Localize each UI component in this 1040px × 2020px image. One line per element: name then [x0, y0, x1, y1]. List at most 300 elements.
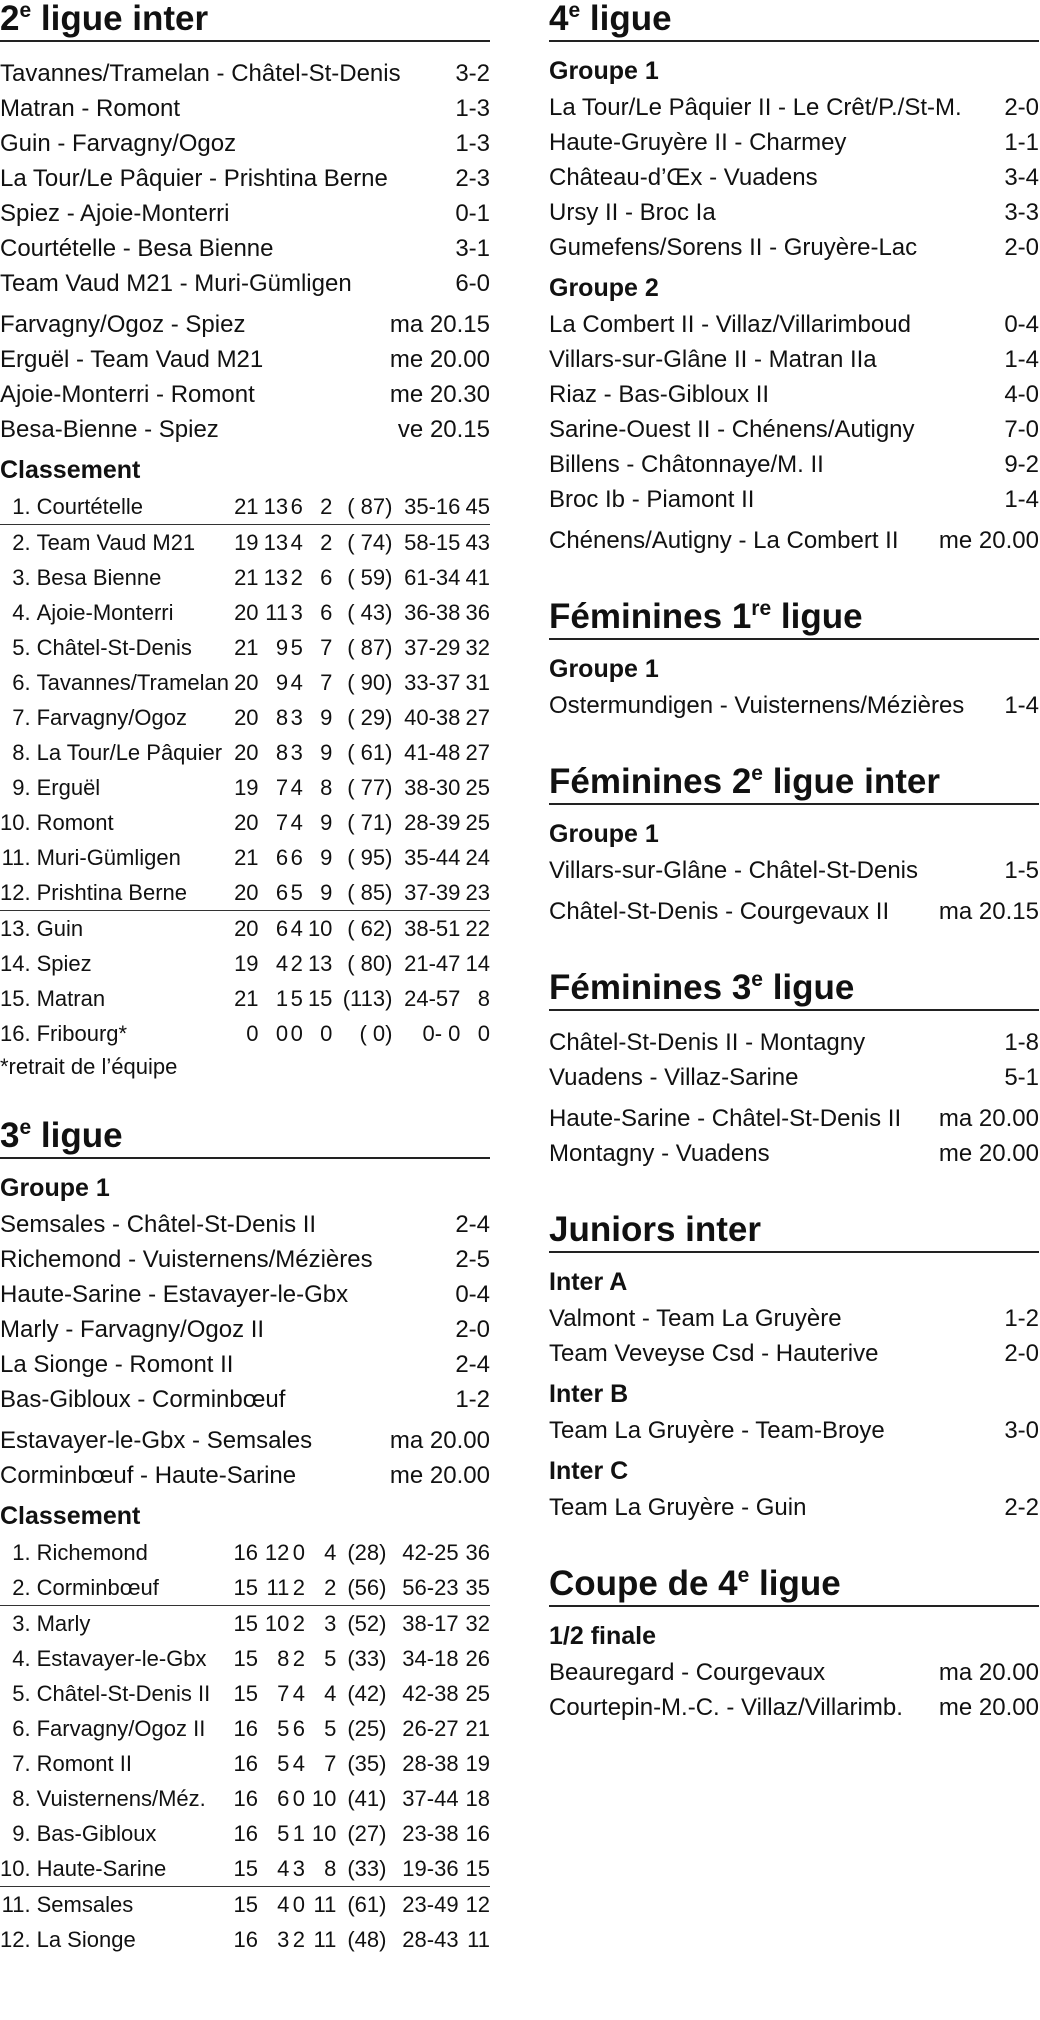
rank-position: 9. [12, 1821, 31, 1846]
penalty-points: (48) [347, 1927, 387, 1952]
rank-position: 13. [0, 916, 31, 941]
won: 7 [275, 775, 289, 800]
played: 0 [246, 1021, 259, 1046]
goal-difference: 37-29 [404, 635, 461, 660]
lost: 10 [307, 916, 333, 941]
played: 21 [234, 565, 259, 590]
points: 31 [465, 670, 490, 695]
match-score: 3-2 [455, 60, 490, 87]
penalty-points: ( 77) [347, 775, 393, 800]
points: 23 [460, 875, 490, 911]
lost: 7 [320, 670, 333, 695]
rank-position: 15. [0, 986, 31, 1011]
team-name: Courtételle [37, 489, 229, 525]
match-row [0, 126, 490, 161]
section-title-2e-ligue-inter: 2e ligue inter [0, 0, 490, 42]
drawn: 1 [292, 1821, 305, 1846]
match-teams: Semsales - Châtel-St-Denis II [0, 1211, 317, 1238]
lost: 7 [320, 635, 333, 660]
match-score: 3-0 [1004, 1417, 1039, 1444]
table-row [0, 911, 490, 947]
rank-position: 6. [12, 670, 31, 695]
won: 7 [275, 810, 289, 835]
match-teams: Haute-Gruyère II - Charmey [549, 129, 847, 156]
match-score: 3-3 [1004, 199, 1039, 226]
penalty-points: (35) [347, 1751, 387, 1776]
points: 11 [467, 1927, 490, 1952]
played: 20 [234, 916, 259, 941]
match-row [549, 1101, 1039, 1136]
points: 24 [465, 845, 490, 870]
match-teams: Corminbœuf - Haute-Sarine [0, 1462, 297, 1489]
won: 7 [277, 1681, 290, 1706]
results-list [549, 1301, 1039, 1371]
penalty-points: (33) [347, 1646, 387, 1671]
played: 16 [233, 1540, 258, 1565]
lost: 10 [311, 1821, 337, 1846]
penalty-points: ( 74) [347, 530, 393, 555]
rank-position: 8. [12, 1786, 31, 1811]
match-score: 6-0 [455, 270, 490, 297]
penalty-points: (61) [347, 1892, 387, 1917]
match-teams: Guin - Farvagny/Ogoz [0, 130, 237, 157]
match-teams: Billens - Châtonnaye/M. II [549, 451, 824, 478]
lost: 11 [313, 1892, 337, 1917]
match-teams: Estavayer-le-Gbx - Semsales [0, 1427, 313, 1454]
section-title-3e-ligue: 3e ligue [0, 1117, 490, 1159]
match-score: 1-4 [1004, 486, 1039, 513]
team-name: La Sionge [36, 1927, 136, 1952]
penalty-points: (113) [342, 986, 393, 1011]
upcoming-list [0, 1423, 490, 1493]
match-score: 9-2 [1004, 451, 1039, 478]
match-teams: Spiez - Ajoie-Monterri [0, 200, 230, 227]
match-teams: Ursy II - Broc Ia [549, 199, 716, 226]
won: 13 [263, 565, 289, 590]
match-row [549, 1655, 1039, 1690]
table-row [0, 489, 490, 525]
lost: 4 [324, 1681, 337, 1706]
points: 14 [465, 951, 490, 976]
match-teams: Broc Ib - Piamont II [549, 486, 755, 513]
table-row [0, 665, 490, 700]
played: 21 [234, 986, 259, 1011]
match-teams: Gumefens/Sorens II - Gruyère-Lac [549, 234, 918, 261]
table-row [0, 1606, 490, 1642]
won: 9 [275, 635, 289, 660]
team-name: Romont II [36, 1751, 132, 1776]
played: 20 [229, 875, 259, 911]
lost: 5 [324, 1716, 337, 1741]
points: 26 [465, 1646, 490, 1671]
lost: 9 [320, 845, 333, 870]
played: 20 [234, 600, 259, 625]
table-row [0, 630, 490, 665]
match-row [549, 1136, 1039, 1171]
table-row [0, 1641, 490, 1676]
drawn: 4 [292, 1681, 305, 1706]
match-score: ma 20.00 [389, 1427, 490, 1454]
match-teams: Team Veveyse Csd - Hauterive [549, 1340, 879, 1367]
match-row [549, 1490, 1039, 1525]
results-list [549, 307, 1039, 517]
table-row [0, 1851, 490, 1887]
won: 6 [275, 845, 289, 870]
rank-position: 8. [12, 740, 31, 765]
team-name: Vuisternens/Méz. [36, 1786, 206, 1811]
played: 16 [233, 1716, 258, 1741]
points: 21 [465, 1716, 490, 1741]
goal-difference: 19-36 [386, 1851, 458, 1887]
played: 20 [234, 670, 259, 695]
results-list [0, 1207, 490, 1417]
lost: 9 [320, 705, 333, 730]
match-teams: Châtel-St-Denis - Courgevaux II [549, 898, 890, 925]
won: 8 [277, 1646, 290, 1671]
match-score: 7-0 [1004, 416, 1039, 443]
match-score: 4-0 [1004, 381, 1039, 408]
rank-position: 11. [1, 1892, 31, 1917]
match-teams: Team La Gruyère - Team-Broye [549, 1417, 885, 1444]
match-score: 2-0 [1004, 94, 1039, 121]
match-score: 1-4 [1004, 346, 1039, 373]
match-score: 0-1 [455, 200, 490, 227]
rank-position: 7. [12, 1751, 31, 1776]
played: 15 [233, 1892, 258, 1917]
penalty-points: (41) [347, 1786, 387, 1811]
team-name: Fribourg* [36, 1021, 128, 1046]
penalty-points: (42) [347, 1681, 387, 1706]
played: 20 [234, 705, 259, 730]
rank-position: 10. [0, 810, 31, 835]
points: 35 [459, 1570, 490, 1606]
lost: 9 [320, 810, 333, 835]
drawn: 4 [290, 810, 303, 835]
won: 4 [258, 1851, 289, 1887]
team-name: Farvagny/Ogoz II [36, 1716, 206, 1741]
match-score: me 20.30 [389, 381, 490, 408]
results-list [549, 1025, 1039, 1095]
goal-difference: 24-57 [404, 986, 461, 1011]
won: 8 [275, 740, 289, 765]
match-row [549, 894, 1039, 929]
lost: 6 [320, 600, 333, 625]
match-row [549, 1690, 1039, 1725]
results-list [549, 1413, 1039, 1448]
points: 45 [460, 489, 490, 525]
lost: 7 [324, 1751, 337, 1776]
points: 27 [465, 740, 490, 765]
team-name: Erguël [36, 775, 101, 800]
team-name: Bas-Gibloux [36, 1821, 157, 1846]
match-teams: Bas-Gibloux - Corminbœuf [0, 1386, 286, 1413]
match-teams: Courtepin-M.-C. - Villaz/Villarimb. [549, 1694, 903, 1721]
match-score: 0-4 [1004, 311, 1039, 338]
goal-difference: 0- 0 [422, 1021, 461, 1046]
played: 15 [227, 1851, 258, 1887]
won: 6 [259, 875, 289, 911]
match-score: 1-8 [1004, 1029, 1039, 1056]
drawn: 4 [290, 775, 303, 800]
match-score: 2-0 [1004, 234, 1039, 261]
goal-difference: 41-48 [404, 740, 461, 765]
won: 6 [277, 1786, 290, 1811]
points: 22 [465, 916, 490, 941]
drawn: 3 [290, 600, 303, 625]
lost: 4 [324, 1540, 337, 1565]
match-teams: La Tour/Le Pâquier II - Le Crêt/P./St-M. [549, 94, 962, 121]
rank-position: 7. [12, 705, 31, 730]
match-score: ma 20.00 [938, 1659, 1039, 1686]
table-row [0, 1746, 490, 1781]
played: 20 [234, 740, 259, 765]
match-row [0, 307, 490, 342]
footnote: *retrait de l’équipe [0, 1054, 178, 1079]
rank-position: 1. [12, 1540, 31, 1565]
won: 13 [263, 530, 289, 555]
match-teams: Ajoie-Monterri - Romont [0, 381, 255, 408]
upcoming-list [549, 894, 1039, 929]
match-score: 1-4 [1004, 692, 1039, 719]
drawn: 6 [290, 845, 303, 870]
match-score: 5-1 [1004, 1064, 1039, 1091]
lost: 9 [320, 740, 333, 765]
match-score: ma 20.00 [938, 1105, 1039, 1132]
won: 6 [275, 916, 289, 941]
won: 1 [275, 986, 289, 1011]
section-title-feminines-3e-ligue: Féminines 3e ligue [549, 969, 1039, 1011]
match-row [549, 160, 1039, 195]
rank-position: 16. [0, 1021, 31, 1046]
group-title: Groupe 2 [549, 274, 659, 302]
ranking-title: Classement [0, 456, 141, 484]
match-score: 3-1 [455, 235, 490, 262]
goal-difference: 23-49 [402, 1892, 459, 1917]
drawn: 0 [290, 1021, 303, 1046]
drawn: 3 [290, 705, 303, 730]
points: 41 [465, 565, 490, 590]
lost: 2 [303, 489, 333, 525]
match-score: 2-0 [455, 1316, 490, 1343]
played: 16 [233, 1786, 258, 1811]
match-row [549, 853, 1039, 888]
drawn: 0 [292, 1540, 305, 1565]
match-row [0, 1423, 490, 1458]
lost: 0 [320, 1021, 333, 1046]
drawn: 2 [292, 1646, 305, 1671]
drawn: 4 [290, 670, 303, 695]
group-title: Groupe 1 [0, 1174, 110, 1202]
goal-difference: 33-37 [404, 670, 461, 695]
match-teams: Valmont - Team La Gruyère [549, 1305, 842, 1332]
won: 9 [275, 670, 289, 695]
drawn: 4 [290, 916, 303, 941]
won: 12 [264, 1540, 290, 1565]
match-teams: Tavannes/Tramelan - Châtel-St-Denis [0, 60, 401, 87]
lost: 10 [311, 1786, 337, 1811]
match-score: me 20.00 [389, 346, 490, 373]
match-row [0, 231, 490, 266]
match-score: 1-5 [1004, 857, 1039, 884]
penalty-points: (27) [347, 1821, 387, 1846]
rank-position: 12. [0, 875, 37, 911]
match-row [0, 56, 490, 91]
match-teams: Farvagny/Ogoz - Spiez [0, 311, 246, 338]
match-row [0, 1242, 490, 1277]
upcoming-list [549, 523, 1039, 558]
team-name: Richemond [36, 1540, 148, 1565]
match-row [0, 1312, 490, 1347]
drawn: 4 [292, 1751, 305, 1776]
points: 36 [465, 1540, 490, 1565]
goal-difference: 56-23 [386, 1570, 458, 1606]
penalty-points: ( 29) [347, 705, 393, 730]
goal-difference: 23-38 [402, 1821, 459, 1846]
upcoming-list [0, 307, 490, 447]
goal-difference: 34-18 [402, 1646, 459, 1671]
goal-difference: 28-38 [402, 1751, 459, 1776]
left-column [0, 0, 490, 1957]
goal-difference: 28-39 [404, 810, 461, 835]
points: 36 [465, 600, 490, 625]
penalty-points: ( 43) [347, 600, 393, 625]
rank-position: 9. [12, 775, 31, 800]
match-row [549, 1025, 1039, 1060]
match-score: 2-4 [455, 1351, 490, 1378]
match-row [549, 230, 1039, 265]
match-row [549, 523, 1039, 558]
match-score: me 20.00 [389, 1462, 490, 1489]
played: 16 [233, 1751, 258, 1776]
match-row [0, 377, 490, 412]
penalty-points: (56) [336, 1570, 386, 1606]
penalty-points: ( 59) [347, 565, 393, 590]
rank-position: 14. [0, 951, 31, 976]
goal-difference: 28-43 [402, 1927, 459, 1952]
penalty-points: ( 85) [332, 875, 392, 911]
match-row [549, 342, 1039, 377]
drawn: 0 [292, 1786, 305, 1811]
drawn: 2 [292, 1611, 305, 1636]
match-score: me 20.00 [938, 527, 1039, 554]
table-row [0, 1676, 490, 1711]
won: 13 [259, 489, 289, 525]
drawn: 5 [290, 635, 303, 660]
goal-difference: 26-27 [402, 1716, 459, 1741]
upcoming-list [549, 1101, 1039, 1171]
match-score: 1-2 [455, 1386, 490, 1413]
lost: 11 [313, 1927, 337, 1952]
match-score: 1-2 [1004, 1305, 1039, 1332]
won: 11 [258, 1570, 289, 1606]
match-teams: Riaz - Bas-Gibloux II [549, 381, 770, 408]
match-row [0, 266, 490, 301]
team-name: Estavayer-le-Gbx [36, 1646, 207, 1671]
won: 5 [277, 1716, 290, 1741]
points: 16 [465, 1821, 490, 1846]
penalty-points: ( 87) [332, 489, 392, 525]
won: 5 [277, 1751, 290, 1776]
won: 11 [265, 600, 289, 625]
group-title: Inter C [549, 1457, 629, 1485]
penalty-points: ( 62) [347, 916, 393, 941]
match-teams: Villars-sur-Glâne II - Matran IIa [549, 346, 877, 373]
match-score: me 20.00 [938, 1140, 1039, 1167]
points: 32 [465, 635, 490, 660]
match-teams: Team La Gruyère - Guin [549, 1494, 807, 1521]
section-title-juniors-inter: Juniors inter [549, 1211, 1039, 1253]
results-list [549, 688, 1039, 723]
match-score: 2-2 [1004, 1494, 1039, 1521]
table-row [0, 1711, 490, 1746]
drawn: 2 [290, 565, 303, 590]
rank-position: 6. [12, 1716, 31, 1741]
match-row [549, 482, 1039, 517]
rank-position: 5. [12, 635, 31, 660]
match-teams: Erguël - Team Vaud M21 [0, 346, 264, 373]
match-score: 3-4 [1004, 164, 1039, 191]
table-row [0, 875, 490, 911]
drawn: 4 [290, 530, 303, 555]
results-list [549, 90, 1039, 265]
match-teams: Matran - Romont [0, 95, 181, 122]
drawn: 5 [288, 875, 303, 911]
match-teams: Vuadens - Villaz-Sarine [549, 1064, 799, 1091]
played: 15 [233, 1646, 258, 1671]
section-title-coupe-4e-ligue: Coupe de 4e ligue [549, 1565, 1039, 1607]
rank-position: 3. [12, 1611, 31, 1636]
penalty-points: (52) [347, 1611, 387, 1636]
results-list [549, 1490, 1039, 1525]
team-name: Romont [36, 810, 114, 835]
team-name: Châtel-St-Denis II [36, 1681, 211, 1706]
match-row [549, 195, 1039, 230]
match-row [0, 342, 490, 377]
lost: 6 [320, 565, 333, 590]
rank-position: 1. [0, 489, 37, 525]
match-score: ve 20.15 [397, 416, 490, 443]
drawn: 6 [292, 1716, 305, 1741]
team-name: La Tour/Le Pâquier [36, 740, 223, 765]
match-row [549, 447, 1039, 482]
ranking-title: Classement [0, 1502, 141, 1530]
match-score: 2-3 [455, 165, 490, 192]
goal-difference: 21-47 [404, 951, 461, 976]
section-title-feminines-1re-ligue: Féminines 1re ligue [549, 598, 1039, 640]
team-name: Besa Bienne [36, 565, 162, 590]
right-column [549, 0, 1039, 1731]
results-list [549, 853, 1039, 888]
points: 18 [465, 1786, 490, 1811]
match-row [0, 196, 490, 231]
goal-difference: 35-44 [404, 845, 461, 870]
table-row [0, 1016, 490, 1051]
match-score: 2-5 [455, 1246, 490, 1273]
match-row [549, 307, 1039, 342]
drawn: 2 [292, 1927, 305, 1952]
goal-difference: 37-44 [402, 1786, 459, 1811]
lost: 9 [303, 875, 333, 911]
won: 5 [277, 1821, 290, 1846]
drawn: 2 [289, 1570, 305, 1606]
penalty-points: ( 87) [347, 635, 393, 660]
group-title: Inter B [549, 1380, 629, 1408]
goal-difference: 40-38 [404, 705, 461, 730]
penalty-points: ( 95) [347, 845, 393, 870]
match-score: me 20.00 [938, 1694, 1039, 1721]
played: 21 [234, 635, 259, 660]
match-teams: Haute-Sarine - Châtel-St-Denis II [549, 1105, 902, 1132]
